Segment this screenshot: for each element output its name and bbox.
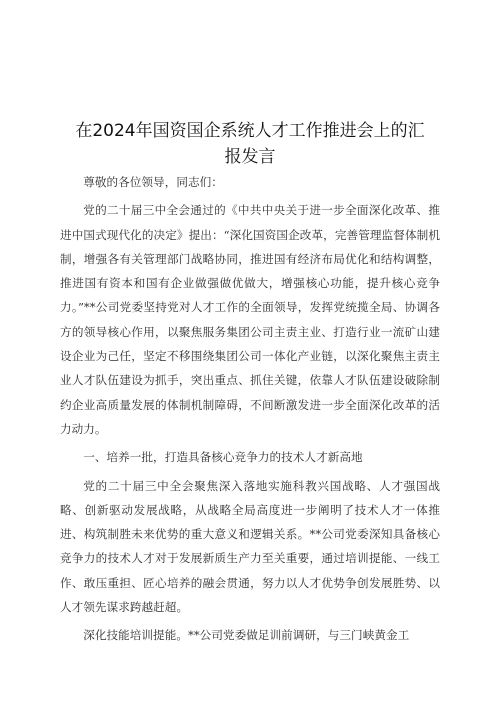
section-heading: 一、培养一批，打造具备核心竞争力的技术人才新高地 [83, 450, 363, 465]
salutation: 尊敬的各位领导，同志们： [83, 175, 223, 189]
body-paragraph: 党的二十届三中全会通过的《中共中央关于进一步全面深化改革、推进中国式现代化的决定》提出：“深化国资国企改革，完善管理监督体制机制，增强各有关管理部门战略协同，推进国有经济布局优化和结构调整，推进国有资本和国有企业做强做优做大，增强核心功能，提升核心竞争力。”**公司党委坚持党对人才工作的全面领导，发挥党统揽全局、协调各方的领导核心作用，以聚焦服务集团公司主责主业、打造行业一流矿山建设企业为己任，坚定不移围绕集团公司一体化产业链，以深化聚焦主责主业人才队伍建设为抓手，突出重点、抓住关键，依靠人才队伍建设破除制约企业高质量发展的体制机制障碍，不间断激发进一步全面深化改革的活力动力。 [60, 203, 440, 436]
section-paragraph: 深化技能培训提能。**公司党委做足训前调研，与三门峡黄金工 [83, 628, 410, 643]
document-title: 在2024年国资国企系统人才工作推进会上的汇报发言 [75, 121, 425, 167]
document-body [60, 170, 440, 648]
section-paragraph: 党的二十届三中全会聚焦深入落地实施科教兴国战略、人才强国战略、创新驱动发展战略，从战略全局高度进一步阐明了技术人才一体推进、构筑制胜未来优势的重大意义和逻辑关系。**公司党委深知具备核心竞争力的技术人才对于发展新质生产力至关重要，通过培训提能、一线工作、敢压重担、匠心培养的融会贯通，努力以人才优势争创发展胜势、以人才领先谋求跨越赶超。 [60, 478, 440, 615]
